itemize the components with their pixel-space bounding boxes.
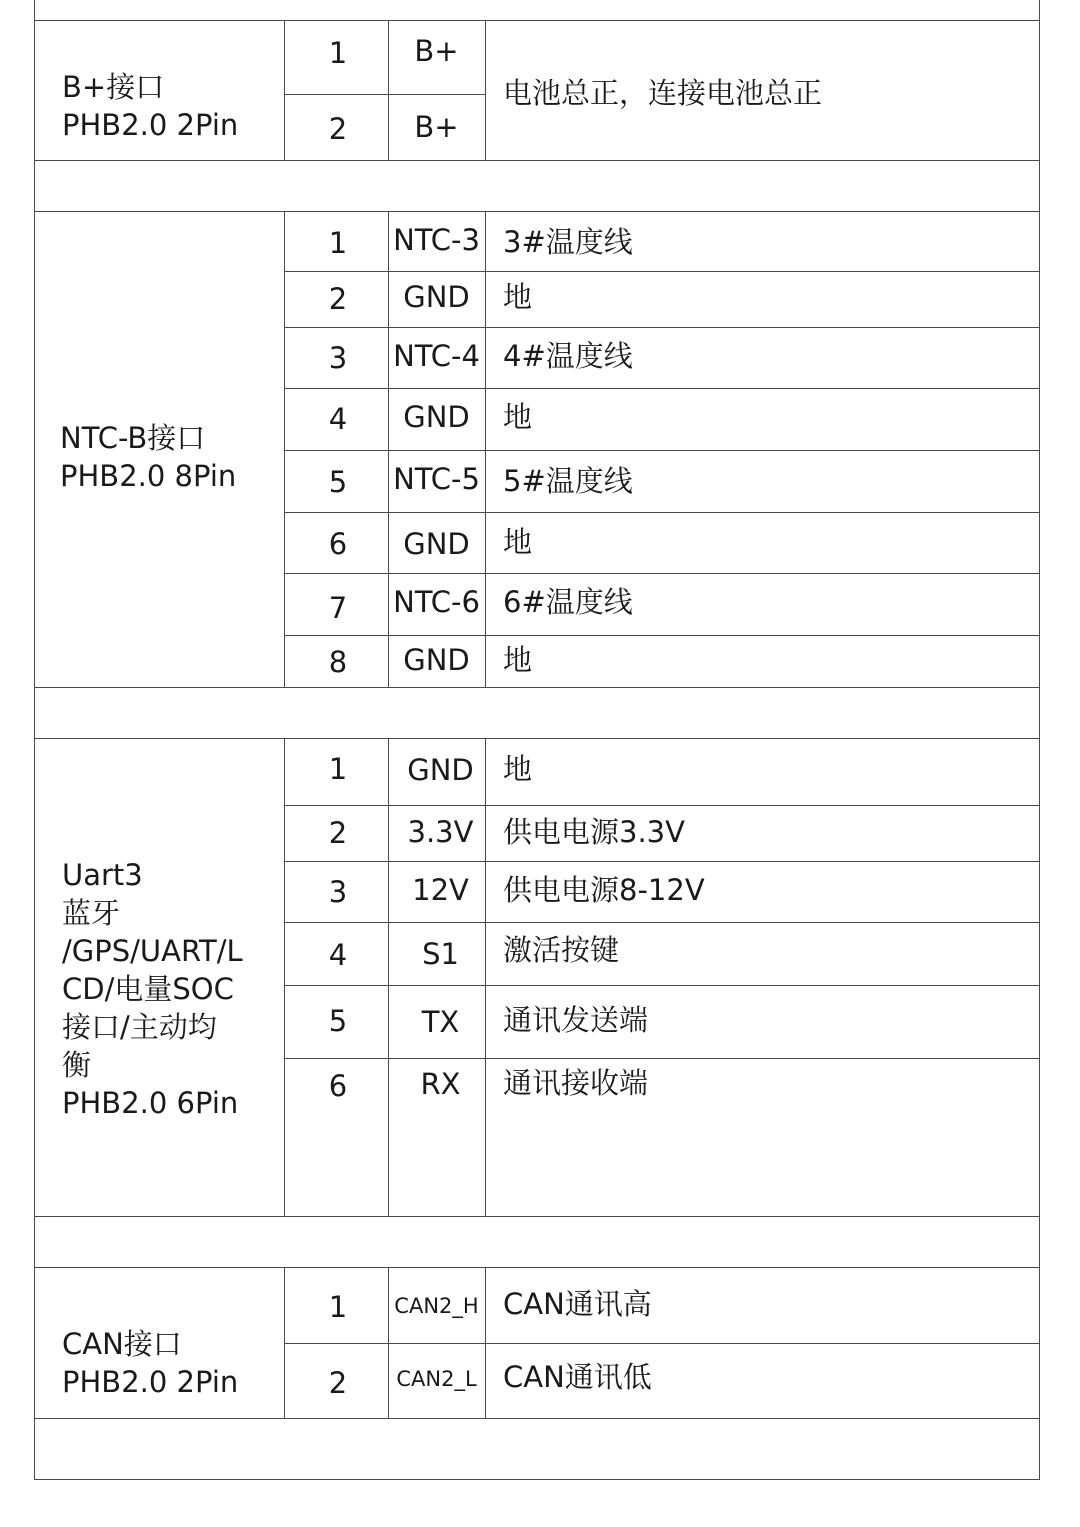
table-border-left	[34, 0, 35, 1480]
pin-signal: GND	[403, 643, 470, 677]
pin-description: 供电电源3.3V	[503, 815, 685, 849]
pin-number: 2	[328, 112, 348, 146]
pin-number: 3	[328, 341, 348, 375]
table-rule	[34, 1418, 1040, 1419]
column-divider	[284, 738, 285, 1216]
table-rule	[34, 20, 1040, 21]
pin-number: 5	[328, 1004, 348, 1038]
pin-number: 5	[328, 465, 348, 499]
row-rule	[284, 985, 1040, 986]
row-rule	[284, 1058, 1040, 1059]
row-rule	[284, 327, 1040, 328]
table-rule	[34, 1267, 1040, 1268]
pin-number: 1	[328, 226, 348, 260]
pin-number: 1	[328, 36, 348, 70]
pin-number: 2	[328, 816, 348, 850]
pin-signal: NTC-3	[393, 223, 480, 257]
row-rule	[284, 450, 1040, 451]
connector-name: Uart3 蓝牙 /GPS/UART/L CD/电量SOC 接口/主动均 衡 PHB2.0 6Pin	[62, 858, 243, 1120]
column-divider	[485, 20, 486, 160]
row-rule	[284, 805, 1040, 806]
pin-description: 6#温度线	[503, 585, 633, 619]
pin-signal: TX	[421, 1005, 460, 1039]
row-rule	[284, 861, 1040, 862]
pin-number: 8	[328, 645, 348, 679]
pin-description: 地	[503, 400, 533, 434]
row-rule	[284, 1343, 1040, 1344]
pin-number: 1	[328, 752, 348, 786]
pin-description: CAN通讯高	[503, 1287, 652, 1321]
pin-signal: CAN2_H	[394, 1294, 479, 1318]
pin-number: 7	[328, 591, 348, 625]
table-rule	[34, 1479, 1040, 1480]
connector-name: B+接口 PHB2.0 2Pin	[62, 70, 239, 142]
pin-number: 6	[328, 1069, 348, 1103]
table-rule	[34, 211, 1040, 212]
pin-signal: GND	[403, 280, 470, 314]
column-divider	[284, 20, 285, 160]
table-rule	[34, 738, 1040, 739]
pin-number: 2	[328, 1366, 348, 1400]
pin-description: CAN通讯低	[503, 1360, 652, 1394]
column-divider	[388, 738, 389, 1216]
pin-number: 1	[328, 1290, 348, 1324]
pin-number: 4	[328, 402, 348, 436]
pin-description: 4#温度线	[503, 339, 633, 373]
pin-signal: NTC-4	[393, 339, 480, 373]
row-rule	[284, 271, 1040, 272]
row-rule	[284, 573, 1040, 574]
pin-signal: NTC-5	[393, 462, 480, 496]
row-rule	[284, 922, 1040, 923]
column-divider	[485, 211, 486, 687]
pin-signal: NTC-6	[393, 585, 480, 619]
table-rule	[34, 160, 1040, 161]
pin-number: 3	[328, 875, 348, 909]
pin-description: 通讯发送端	[503, 1003, 649, 1037]
row-rule	[284, 388, 1040, 389]
pin-signal: GND	[403, 527, 470, 561]
pin-signal: GND	[403, 400, 470, 434]
connector-name: NTC-B接口 PHB2.0 8Pin	[60, 421, 237, 493]
pin-description: 地	[503, 752, 533, 786]
row-rule	[284, 635, 1040, 636]
pin-signal: B+	[414, 110, 459, 144]
pin-description: 地	[503, 525, 533, 559]
pin-description: 地	[503, 280, 533, 314]
pin-description: 5#温度线	[503, 464, 633, 498]
pin-number: 4	[328, 938, 348, 972]
pin-description: 电池总正，连接电池总正	[503, 76, 823, 110]
column-divider	[485, 738, 486, 1216]
row-rule	[284, 512, 1040, 513]
pin-signal: RX	[420, 1067, 461, 1101]
column-divider	[284, 211, 285, 687]
table-rule	[34, 1216, 1040, 1217]
table-rule	[34, 687, 1040, 688]
pin-description: 激活按键	[503, 933, 620, 967]
pin-description: 地	[503, 643, 533, 677]
pin-description: 供电电源8-12V	[503, 873, 705, 907]
table-border-right	[1039, 0, 1040, 1480]
pin-signal: GND	[407, 753, 474, 787]
row-rule	[284, 94, 486, 95]
pin-number: 6	[328, 527, 348, 561]
pin-signal: 12V	[412, 873, 469, 907]
pin-description: 3#温度线	[503, 225, 633, 259]
pin-description: 通讯接收端	[503, 1066, 649, 1100]
pin-signal: S1	[422, 937, 459, 971]
connector-name: CAN接口 PHB2.0 2Pin	[62, 1327, 239, 1399]
pin-number: 2	[328, 282, 348, 316]
pin-signal: CAN2_L	[396, 1367, 477, 1391]
pin-signal: B+	[414, 34, 459, 68]
pin-signal: 3.3V	[407, 815, 474, 849]
